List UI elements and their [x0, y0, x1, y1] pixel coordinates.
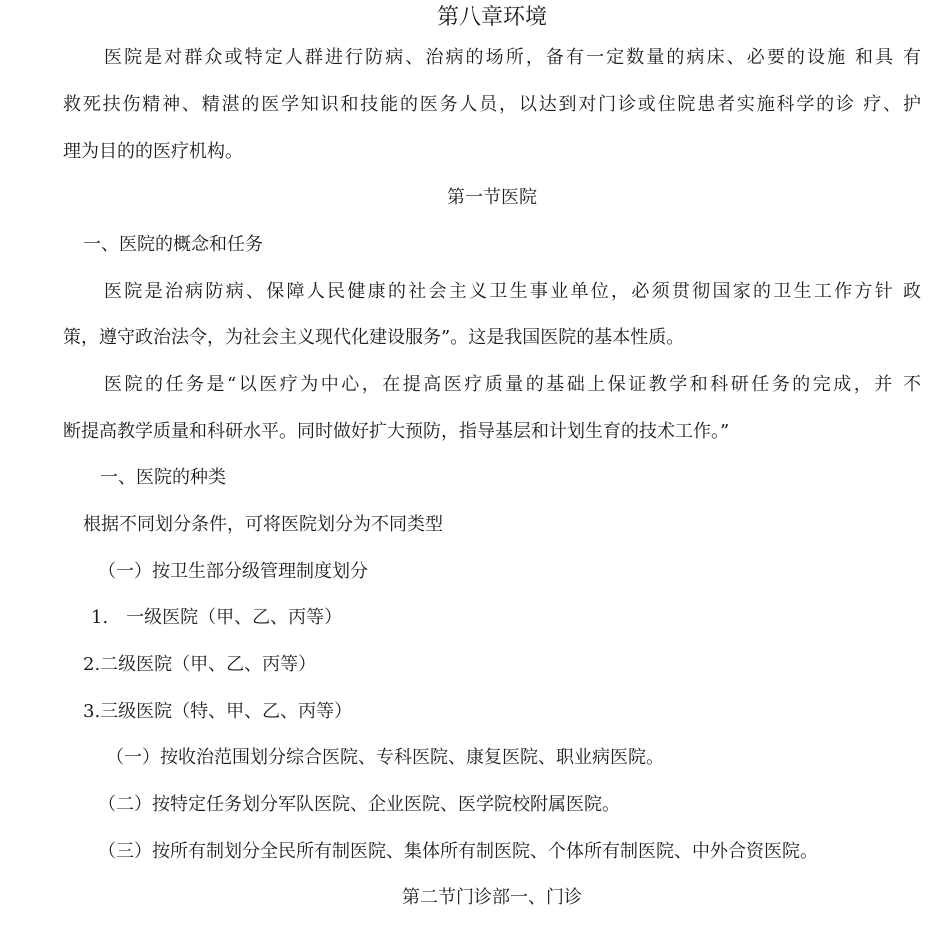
intro-paragraph-line-2: 救死扶伤精神、精湛的医学知识和技能的医务人员，以达到对门诊或住院患者实施科学的诊 疗、护 — [63, 94, 921, 115]
intro-paragraph-line-3: 理为目的的医疗机构。 — [63, 141, 243, 162]
subsection-1-heading: （一）按卫生部分级管理制度划分 — [98, 561, 368, 582]
classification-intro: 根据不同划分条件，可将医院划分为不同类型 — [83, 514, 443, 535]
level-item-1: 1. 一级医院（甲、乙、丙等） — [91, 607, 343, 628]
part-2-heading: 一、医院的种类 — [100, 467, 226, 488]
subsection-ownership: （三）按所有制划分全民所有制医院、集体所有制医院、个体所有制医院、中外合资医院。 — [98, 841, 818, 862]
nature-paragraph-line-1: 医院是治病防病、保障人民健康的社会主义卫生事业单位，必须贯彻国家的卫生工作方针 政 — [104, 281, 921, 302]
section-2-title: 第二节门诊部一、门诊 — [402, 887, 582, 908]
part-1-heading: 一、医院的概念和任务 — [83, 234, 263, 255]
level-item-2: 2.二级医院（甲、乙、丙等） — [83, 654, 317, 675]
chapter-title: 第八章环境 — [436, 5, 547, 30]
subsection-scope: （一）按收治范围划分综合医院、专科医院、康复医院、职业病医院。 — [106, 747, 664, 768]
tasks-paragraph-line-2: 断提高教学质量和科研水平。同时做好扩大预防，指导基层和计划生育的技术工作。” — [63, 421, 730, 442]
level-item-3: 3.三级医院（特、甲、乙、丙等） — [83, 701, 353, 722]
nature-paragraph-line-2: 策，遵守政治法令，为社会主义现代化建设服务”。这是我国医院的基本性质。 — [63, 327, 685, 348]
subsection-task: （二）按特定任务划分军队医院、企业医院、医学院校附属医院。 — [98, 794, 620, 815]
tasks-paragraph-line-1: 医院的任务是“以医疗为中心，在提高医疗质量的基础上保证教学和科研任务的完成，并 不 — [104, 374, 921, 395]
section-1-title: 第一节医院 — [447, 187, 537, 208]
intro-paragraph-line-1: 医院是对群众或特定人群进行防病、治病的场所，备有一定数量的病床、必要的设施 和具 有 — [104, 47, 921, 68]
